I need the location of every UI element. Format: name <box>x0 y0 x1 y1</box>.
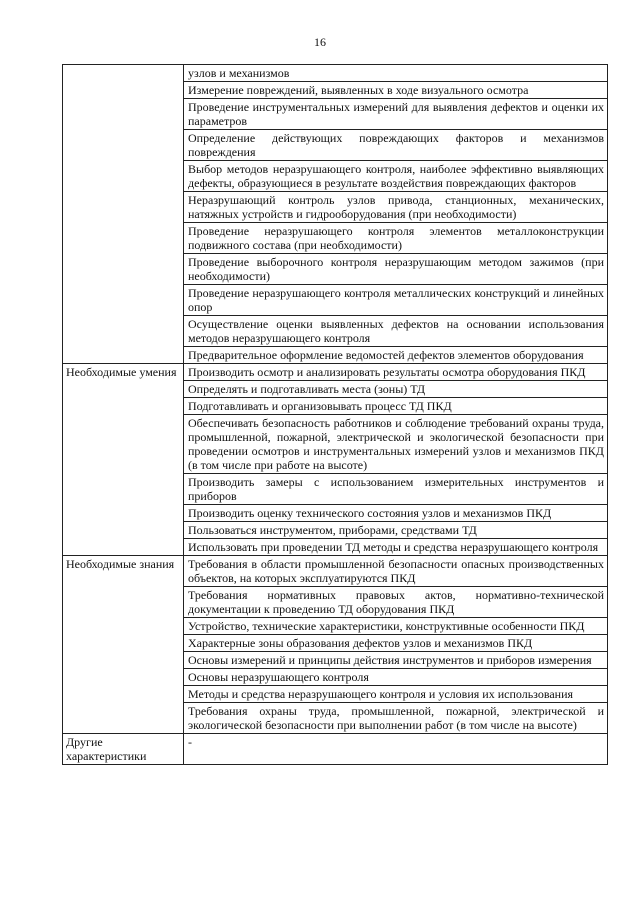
section-item: Пользоваться инструментом, приборами, средствами ТД <box>184 522 608 539</box>
competency-table <box>62 64 608 765</box>
section-item: Предварительное оформление ведомостей дефектов элементов оборудования <box>184 347 608 364</box>
section-item: Методы и средства неразрушающего контроля и условия их использования <box>184 686 608 703</box>
section-item: Требования нормативных правовых актов, нормативно-технической документации к проведению ТД оборудования ПКД <box>184 587 608 618</box>
section-item: Устройство, технические характеристики, конструктивные особенности ПКД <box>184 618 608 635</box>
section-label: Необходимые умения <box>63 364 184 556</box>
section-label: Необходимые знания <box>63 556 184 734</box>
section-item: Проведение выборочного контроля неразрушающим методом зажимов (при необходимости) <box>184 254 608 285</box>
section-item: Основы неразрушающего контроля <box>184 669 608 686</box>
section-item: Характерные зоны образования дефектов узлов и механизмов ПКД <box>184 635 608 652</box>
section-item: Производить оценку технического состояния узлов и механизмов ПКД <box>184 505 608 522</box>
section-label <box>63 65 184 364</box>
table-row <box>63 65 608 82</box>
page-number: 16 <box>314 35 326 49</box>
section-item: Определение действующих повреждающих факторов и механизмов повреждения <box>184 130 608 161</box>
section-item: Измерение повреждений, выявленных в ходе визуального осмотра <box>184 82 608 99</box>
section-item: Неразрушающий контроль узлов привода, станционных, механических, натяжных устройств и гидрооборудования (при необходимости) <box>184 192 608 223</box>
table-body <box>63 65 608 765</box>
section-item: Основы измерений и принципы действия инструментов и приборов измерения <box>184 652 608 669</box>
section-item: Обеспечивать безопасность работников и соблюдение требований охраны труда, промышленной, пожарной, электрической и экологической безопасности при проведении осмотров и инструментальных измерений узлов и механизмов ПКД (в том числе при работе на высоте) <box>184 415 608 474</box>
section-item: Выбор методов неразрушающего контроля, наиболее эффективно выявляющих дефекты, образующиеся в результате воздействия повреждающих факторов <box>184 161 608 192</box>
section-item: Определять и подготавливать места (зоны) ТД <box>184 381 608 398</box>
section-item: Проведение неразрушающего контроля элементов металлоконструкции подвижного состава (при необходимости) <box>184 223 608 254</box>
table-row <box>63 556 608 587</box>
section-item: Производить осмотр и анализировать результаты осмотра оборудования ПКД <box>184 364 608 381</box>
section-item: Производить замеры с использованием измерительных инструментов и приборов <box>184 474 608 505</box>
section-item: - <box>184 734 608 765</box>
section-item: Проведение неразрушающего контроля металлических конструкций и линейных опор <box>184 285 608 316</box>
table-row <box>63 734 608 765</box>
section-item: Требования охраны труда, промышленной, пожарной, электрической и экологической безопасности при выполнении работ (в том числе на высоте) <box>184 703 608 734</box>
table-row <box>63 364 608 381</box>
section-item: Использовать при проведении ТД методы и средства неразрушающего контроля <box>184 539 608 556</box>
section-item: узлов и механизмов <box>184 65 608 82</box>
section-item: Осуществление оценки выявленных дефектов на основании использования методов неразрушающего контроля <box>184 316 608 347</box>
section-item: Требования в области промышленной безопасности опасных производственных объектов, на которых эксплуатируются ПКД <box>184 556 608 587</box>
section-item: Проведение инструментальных измерений для выявления дефектов и оценки их параметров <box>184 99 608 130</box>
section-label: Другие характеристики <box>63 734 184 765</box>
section-item: Подготавливать и организовывать процесс ТД ПКД <box>184 398 608 415</box>
